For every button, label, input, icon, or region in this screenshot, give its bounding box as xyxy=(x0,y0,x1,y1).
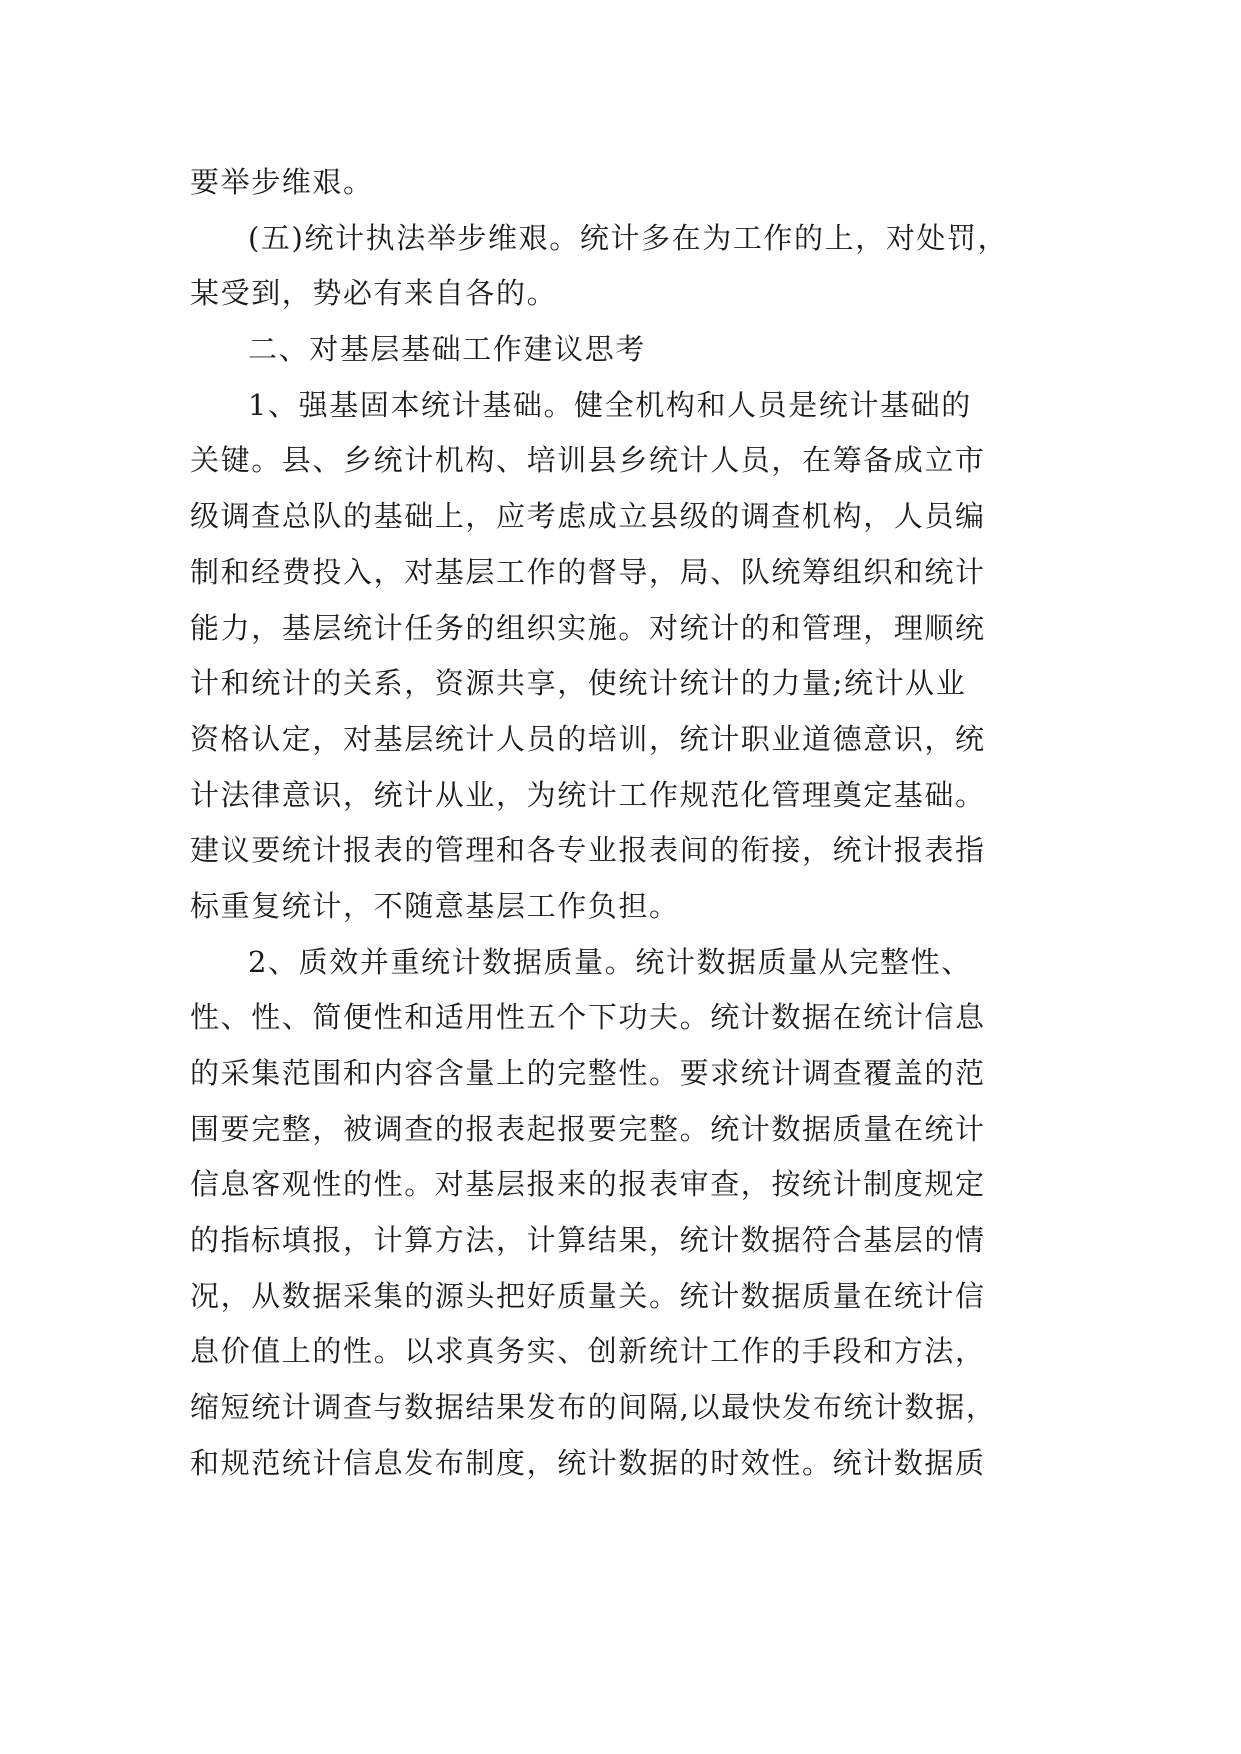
text-line: 制和经费投入，对基层工作的督导，局、队统筹组织和统计 xyxy=(190,554,986,589)
text-line: 关键。县、乡统计机构、培训县乡统计人员，在筹备成立市 xyxy=(190,443,986,478)
text-line: 1、强基固本统计基础。健全机构和人员是统计基础的 xyxy=(248,387,972,422)
text-line: 2、质效并重统计数据质量。统计数据质量从完整性、 xyxy=(248,944,972,979)
text-line: 标重复统计，不随意基层工作负担。 xyxy=(190,888,680,923)
text-line: 建议要统计报表的管理和各专业报表间的衔接，统计报表指 xyxy=(190,833,986,868)
text-line: 要举步维艰。 xyxy=(190,165,374,199)
text-line: 的采集范围和内容含量上的完整性。要求统计调查覆盖的范 xyxy=(190,1056,986,1090)
text-line: 息价值上的性。以求真务实、创新统计工作的手段和方法， xyxy=(190,1334,986,1369)
document-body xyxy=(190,155,1060,1492)
text-line: 级调查总队的基础上，应考虑成立县级的调查机构，人员编 xyxy=(190,499,986,534)
text-line: 某受到，势必有来自各的。 xyxy=(190,276,558,311)
text-line: 计和统计的关系，资源共享，使统计统计的力量;统计从业 xyxy=(190,666,967,701)
text-line: 况，从数据采集的源头把好质量关。统计数据质量在统计信 xyxy=(190,1278,986,1313)
text-line: 能力，基层统计任务的组织实施。对统计的和管理，理顺统 xyxy=(190,610,986,645)
text-line: 性、性、简便性和适用性五个下功夫。统计数据在统计信息 xyxy=(190,1000,986,1035)
text-line: 和规范统计信息发布制度，统计数据的时效性。统计数据质 xyxy=(190,1445,986,1480)
text-line: (五)统计执法举步维艰。统计多在为工作的上，对处罚， xyxy=(248,220,1009,255)
text-line: 计法律意识，统计从业，为统计工作规范化管理奠定基础。 xyxy=(190,777,986,812)
text-line: 缩短统计调查与数据结果发布的间隔,以最快发布统计数据， xyxy=(190,1390,997,1425)
text-line: 信息客观性的性。对基层报来的报表审查，按统计制度规定 xyxy=(190,1167,986,1202)
text-line: 围要完整，被调查的报表起报要完整。统计数据质量在统计 xyxy=(190,1111,986,1146)
text-line: 的指标填报，计算方法，计算结果，统计数据符合基层的情 xyxy=(190,1223,986,1258)
section-heading: 二、对基层基础工作建议思考 xyxy=(248,332,646,367)
text-line: 资格认定，对基层统计人员的培训，统计职业道德意识，统 xyxy=(190,721,986,756)
